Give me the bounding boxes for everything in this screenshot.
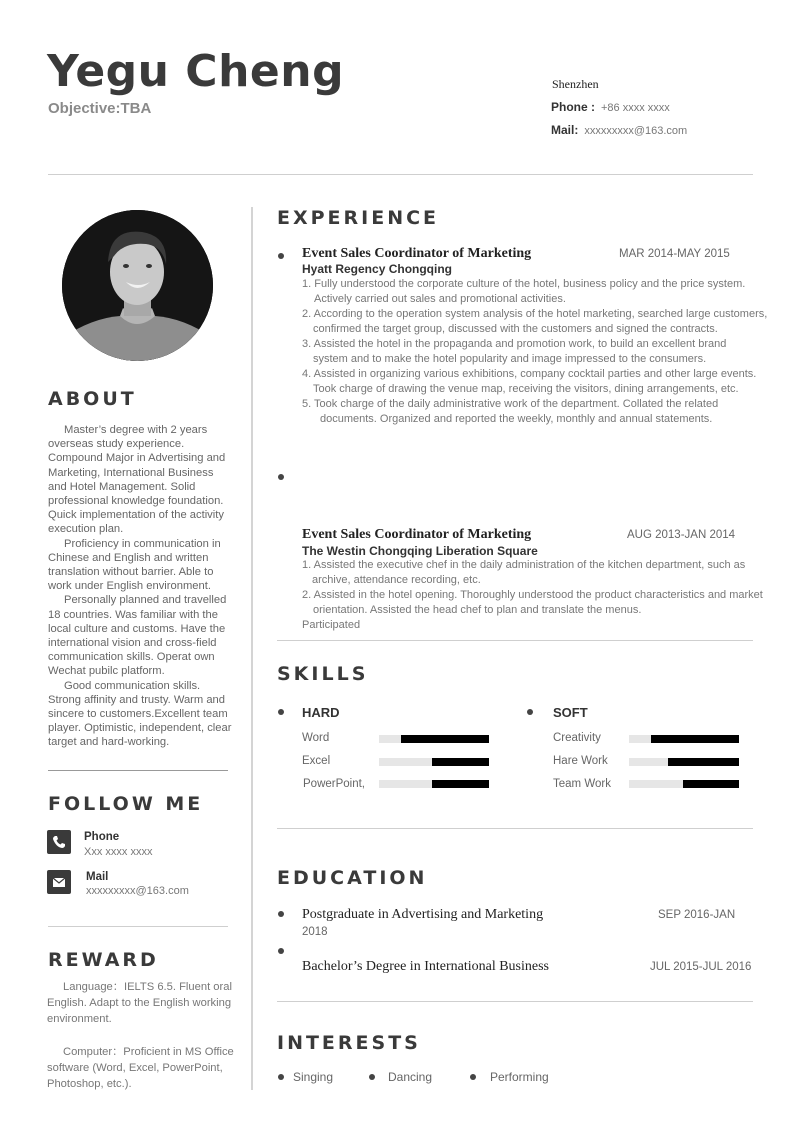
contact-mail xyxy=(551,123,687,137)
job-company: The Westin Chongqing Liberation Square xyxy=(302,544,538,558)
skills-hard-label: HARD xyxy=(302,705,340,720)
bullet-icon xyxy=(278,948,284,954)
job-date: AUG 2013-JAN 2014 xyxy=(627,529,736,541)
skill-bar xyxy=(629,735,739,743)
skill-bar-fill xyxy=(651,735,739,743)
contact-mail-label: Mail: xyxy=(551,123,579,137)
avatar-portrait-icon xyxy=(62,210,213,361)
interest-item: Singing xyxy=(293,1070,334,1084)
reward-language xyxy=(47,979,247,1027)
skill-bar-fill xyxy=(432,780,489,788)
job-duties xyxy=(302,558,772,633)
contact-phone-label: Phone : xyxy=(551,100,595,114)
skill-bar xyxy=(379,780,489,788)
bullet-icon xyxy=(278,1074,284,1080)
duty-line: 1. Fully understood the corporate culture of the hotel, business policy and the price system. xyxy=(302,278,746,290)
skills-divider xyxy=(277,828,753,829)
job-date: MAR 2014-MAY 2015 xyxy=(619,248,730,260)
job-title: Event Sales Coordinator of Marketing xyxy=(302,246,532,261)
duty-line: 2. According to the operation system analysis of the hotel marketing, searched large customers, confirmed the target group, discussed with the customers and signed the contracts. xyxy=(302,308,768,335)
reward-paragraph: Language：IELTS 6.5. Fluent oral English. Adapt to the English working environment. xyxy=(47,981,232,1025)
skill-bar-fill xyxy=(683,780,739,788)
objective: Objective:TBA xyxy=(48,100,152,117)
education-title: EDUCATION xyxy=(277,867,428,889)
skill-name: Word xyxy=(302,732,330,744)
duty-line: Took charge of drawing the venue map, receiving the visitors, dining arrangements, etc. xyxy=(313,383,739,395)
skill-bar-fill xyxy=(401,735,489,743)
reward-title: REWARD xyxy=(48,949,159,971)
education-date: JUL 2015-JUL 2016 xyxy=(650,961,752,973)
follow-title: FOLLOW ME xyxy=(48,793,204,815)
skills-title: SKILLS xyxy=(277,663,369,685)
interest-item: Performing xyxy=(490,1070,549,1084)
mail-icon xyxy=(47,870,71,894)
skill-name: Team Work xyxy=(553,778,611,790)
reward-paragraph: Computer：Proficient in MS Office software (Word, Excel, PowerPoint, Photoshop, etc.). xyxy=(47,1046,234,1090)
about-divider xyxy=(48,770,228,771)
column-divider xyxy=(251,207,253,1090)
education-degree: Bachelor’s Degree in International Business xyxy=(302,959,550,974)
about-paragraph: Personally planned and travelled 18 countries. Was familiar with the local culture and customs. Have the international vision and cross-field communication skills. Operat own Wechat pubilc platform. xyxy=(48,594,227,678)
reward-computer xyxy=(47,1044,247,1092)
skill-name: Excel xyxy=(302,755,331,767)
job-title: Event Sales Coordinator of Marketing xyxy=(302,527,532,542)
follow-phone-label: Phone xyxy=(84,831,120,843)
duty-line: 5. Took charge of the daily administrative work of the department. Collated the related documents. Organized and reported the weekly, monthly and annual statements. xyxy=(302,398,719,425)
avatar xyxy=(62,210,213,361)
about-paragraph: Master’s degree with 2 years overseas study experience. Compound Major in Advertising and Marketing, International Business and Hotel Management. Solid professional knowledge foundation. Quick implementation of the activity execution plan. xyxy=(48,424,226,536)
experience-title: EXPERIENCE xyxy=(277,207,440,229)
about-paragraph: Good communication skills. Strong affinity and trusty. Warm and sincere to customers.Excellent team player. Optimistic, independent, clear target and hard-working. xyxy=(48,679,232,749)
interest-item: Dancing xyxy=(388,1070,433,1084)
skill-name: Creativity xyxy=(553,732,601,744)
duty-line: Participated xyxy=(302,619,361,631)
education-degree: Postgraduate in Advertising and Marketing xyxy=(302,907,544,922)
skill-bar-fill xyxy=(668,758,740,766)
interests-title: INTERESTS xyxy=(277,1032,421,1054)
duty-line: Actively carried out sales and promotional activities. xyxy=(314,293,566,305)
job-company: Hyatt Regency Chongqing xyxy=(302,262,453,276)
skill-bar xyxy=(379,735,489,743)
skill-bar xyxy=(629,780,739,788)
contact-phone xyxy=(551,100,670,114)
about-title: ABOUT xyxy=(48,388,137,410)
contact-city: Shenzhen xyxy=(552,77,599,91)
about-paragraph: Proficiency in communication in Chinese and English and written translation without barrier. Able to work under English environment. xyxy=(48,537,221,593)
duty-line: 1. Assisted the executive chef in the daily administration of the kitchen department, such as xyxy=(302,559,746,571)
education-date: 2018 xyxy=(302,926,328,938)
experience-divider xyxy=(277,640,753,641)
bullet-icon xyxy=(278,911,284,917)
contact-mail-value: xxxxxxxxx@163.com xyxy=(584,125,688,137)
bullet-icon xyxy=(369,1074,375,1080)
duty-line: archive, attendance recording, etc. xyxy=(312,574,481,586)
education-date: SEP 2016-JAN xyxy=(658,909,736,921)
duty-line: system and to make the hotel popularity and image impressed to the consumers. xyxy=(313,353,707,365)
follow-mail-label: Mail xyxy=(86,871,109,883)
skill-bar xyxy=(629,758,739,766)
skill-name: Hare Work xyxy=(553,755,608,767)
bullet-icon xyxy=(278,709,284,715)
bullet-icon xyxy=(278,474,284,480)
header-divider xyxy=(48,174,753,175)
candidate-name: Yegu Cheng xyxy=(47,46,345,97)
follow-phone-value: Xxx xxxx xxxx xyxy=(84,846,153,858)
duty-line: 2. Assisted in the hotel opening. Thoroughly understood the product characteristics and market orientation. Assisted the head chef to plan and translate the menus. xyxy=(302,589,763,616)
bullet-icon xyxy=(470,1074,476,1080)
skills-soft-label: SOFT xyxy=(553,705,588,720)
education-divider xyxy=(277,1001,753,1002)
duty-line: 4. Assisted in organizing various exhibitions, company cocktail parties and other large events. xyxy=(302,368,757,380)
contact-phone-value: +86 xxxx xxxx xyxy=(601,102,670,114)
phone-icon xyxy=(47,830,71,854)
job-duties xyxy=(302,277,772,427)
follow-divider xyxy=(48,926,228,927)
about-text xyxy=(48,423,234,750)
bullet-icon xyxy=(278,253,284,259)
skill-bar-fill xyxy=(432,758,489,766)
skill-name: PowerPoint, xyxy=(303,778,366,790)
skill-bar xyxy=(379,758,489,766)
bullet-icon xyxy=(527,709,533,715)
duty-line: 3. Assisted the hotel in the propaganda and promotion work, to build an excellent brand xyxy=(302,338,727,350)
follow-mail-value: xxxxxxxxx@163.com xyxy=(86,885,189,897)
